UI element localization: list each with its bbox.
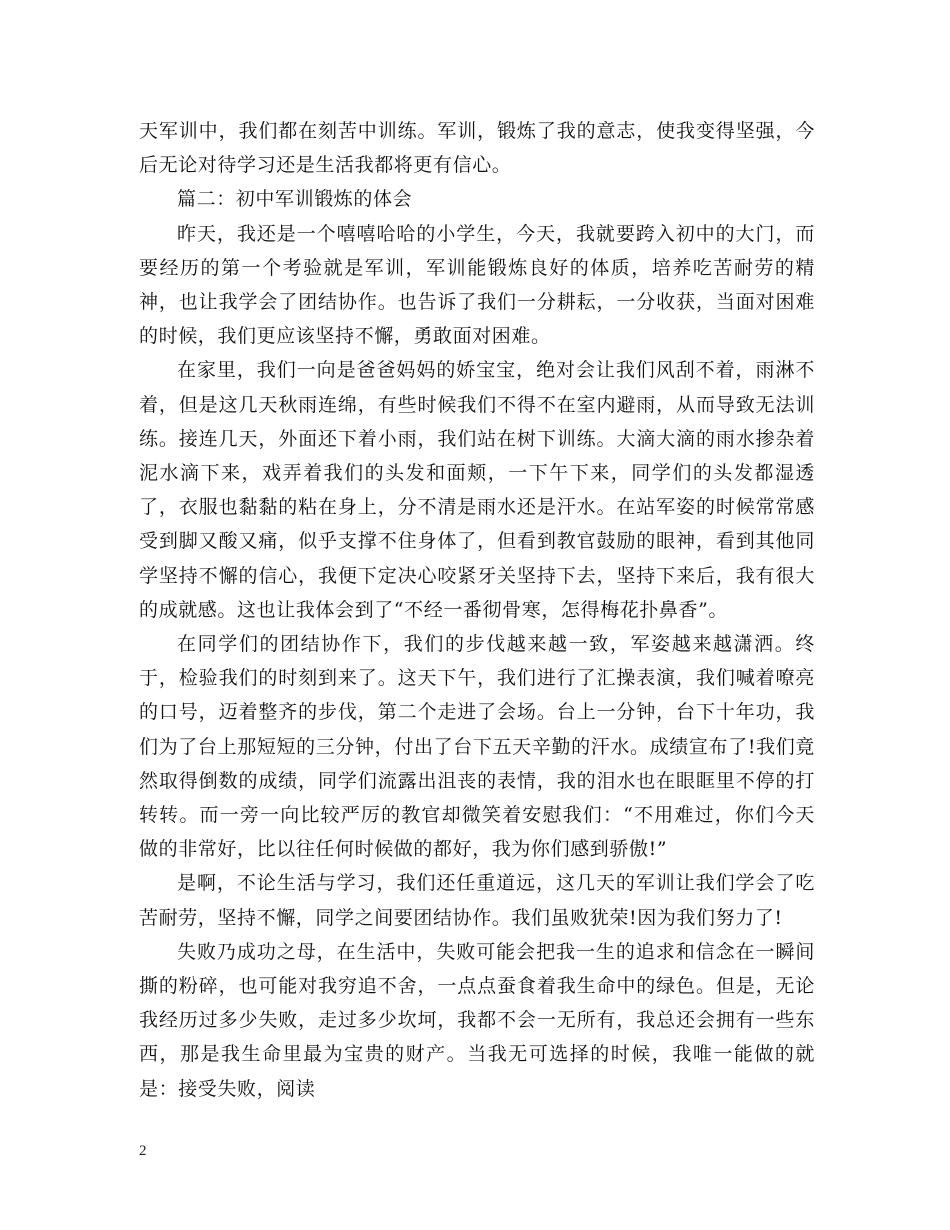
- paragraph-6: 失败乃成功之母，在生活中，失败可能会把我一生的追求和信念在一瞬间撕的粉碎，也可能对我穷追不舍，一点点蚕食着我生命中的绿色。但是，无论我经历过多少失败，走过多少坎坷，我都不会一无所有，我总还会拥有一些东西，那是我生命里最为宝贵的财产。当我无可选择的时候，我唯一能做的就是：接受失败，阅读: [139, 940, 815, 1100]
- body-text: [139, 114, 815, 1106]
- paragraph-5: 是啊，不论生活与学习，我们还任重道远，这几天的军训让我们学会了吃苦耐劳，坚持不懈，同学之间要团结协作。我们虽败犹荣!因为我们努力了!: [139, 872, 815, 929]
- paragraph-2: 昨天，我还是一个嘻嘻哈哈的小学生，今天，我就要跨入初中的大门，而要经历的第一个考验就是军训，军训能锻炼良好的体质，培养吃苦耐劳的精神，也让我学会了团结协作。也告诉了我们一分耕耘，一分收获，当面对困难的时候，我们更应该坚持不懈，勇敢面对困难。: [139, 222, 815, 348]
- paragraph-4: 在同学们的团结协作下，我们的步伐越来越一致，军姿越来越潇洒。终于，检验我们的时刻到来了。这天下午，我们进行了汇操表演，我们喊着嘹亮的口号，迈着整齐的步伐，第二个走进了会场。台上一分钟，台下十年功，我们为了台上那短短的三分钟，付出了台下五天辛勤的汗水。成绩宣布了!我们竟然取得倒数的成绩，同学们流露出沮丧的表情，我的泪水也在眼眶里不停的打转转。而一旁一向比较严厉的教官却微笑着安慰我们：“不用难过，你们今天做的非常好，比以往任何时候做的都好，我为你们感到骄傲!”: [139, 633, 815, 861]
- paragraph-3: 在家里，我们一向是爸爸妈妈的娇宝宝，绝对会让我们风刮不着，雨淋不着，但是这几天秋雨连绵，有些时候我们不得不在室内避雨，从而导致无法训练。接连几天，外面还下着小雨，我们站在树下训练。大滴大滴的雨水掺杂着泥水滴下来，戏弄着我们的头发和面颊，一下午下来，同学们的头发都湿透了，衣服也黏黏的粘在身上，分不清是雨水还是汗水。在站军姿的时候常常感受到脚又酸又痛，似乎支撑不住身体了，但看到教官鼓励的眼神，看到其他同学坚持不懈的信心，我便下定决心咬紧牙关坚持下去，坚持下来后，我有很大的成就感。这也让我体会到了“不经一番彻骨寒，怎得梅花扑鼻香”。: [139, 359, 815, 621]
- section-heading: 篇二：初中军训锻炼的体会: [177, 188, 413, 211]
- page-number: 2: [139, 1143, 147, 1159]
- paragraph-1: 天军训中，我们都在刻苦中训练。军训，锻炼了我的意志，使我变得坚强，今后无论对待学习还是生活我都将更有信心。: [139, 120, 815, 177]
